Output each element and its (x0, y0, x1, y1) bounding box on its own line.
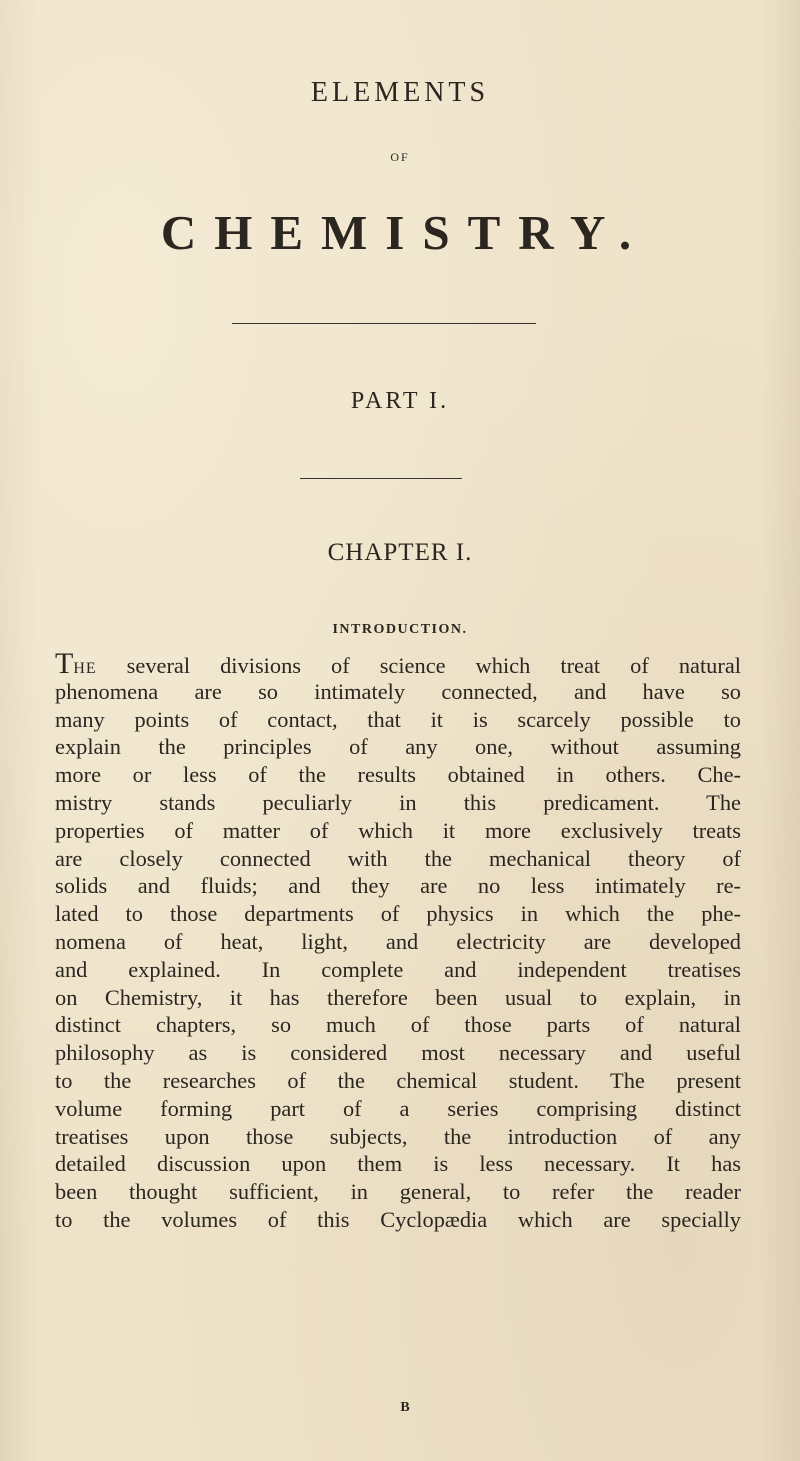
text-line: on Chemistry, it has therefore been usual to explain, in (55, 984, 741, 1010)
title-of: OF (390, 150, 410, 164)
text-line: to the volumes of this Cyclopædia which are specially (55, 1206, 741, 1232)
text-line (55, 647, 741, 680)
text-line: lated to those departments of physics in which the phe- (55, 901, 741, 927)
text-line: and explained. In complete and independent treatises (55, 956, 741, 982)
text-line: to the researches of the chemical student. The present (55, 1067, 741, 1093)
text-line-content: several divisions of science which treat of natural (96, 653, 741, 678)
horizontal-rule-top (232, 323, 536, 324)
text-line: detailed discussion upon them is less necessary. It has (55, 1151, 741, 1177)
first-word-rest: he (73, 653, 97, 678)
text-line: are closely connected with the mechanical theory of (55, 845, 741, 871)
text-line: solids and fluids; and they are no less intimately re- (55, 873, 741, 899)
text-line: volume forming part of a series comprising distinct (55, 1095, 741, 1121)
body-paragraph (55, 647, 741, 1234)
text-line: many points of contact, that it is scarcely possible to (55, 706, 741, 732)
title-elements: ELEMENTS (310, 77, 490, 108)
initial-letter: T (55, 647, 74, 680)
chapter-title: CHAPTER I. (327, 539, 473, 566)
signature-mark: B (400, 1400, 410, 1415)
text-line: properties of matter of which it more exclusively treats (55, 817, 741, 843)
text-line: treatises upon those subjects, the introduction of any (55, 1123, 741, 1149)
text-line: explain the principles of any one, without assuming (55, 734, 741, 760)
text-line: nomena of heat, light, and electricity are developed (55, 928, 741, 954)
text-line: been thought sufficient, in general, to refer the reader (55, 1179, 741, 1205)
text-line: philosophy as is considered most necessary and useful (55, 1040, 741, 1066)
horizontal-rule-bottom (300, 478, 462, 479)
text-line: phenomena are so intimately connected, and have so (55, 678, 741, 704)
section-title: INTRODUCTION. (332, 622, 468, 637)
text-line: more or less of the results obtained in others. Che- (55, 762, 741, 788)
part-title: PART I. (350, 388, 450, 414)
title-chemistry: CHEMISTRY. (160, 205, 650, 260)
text-line: mistry stands peculiarly in this predicament. The (55, 789, 741, 815)
text-line: distinct chapters, so much of those parts of natural (55, 1012, 741, 1038)
